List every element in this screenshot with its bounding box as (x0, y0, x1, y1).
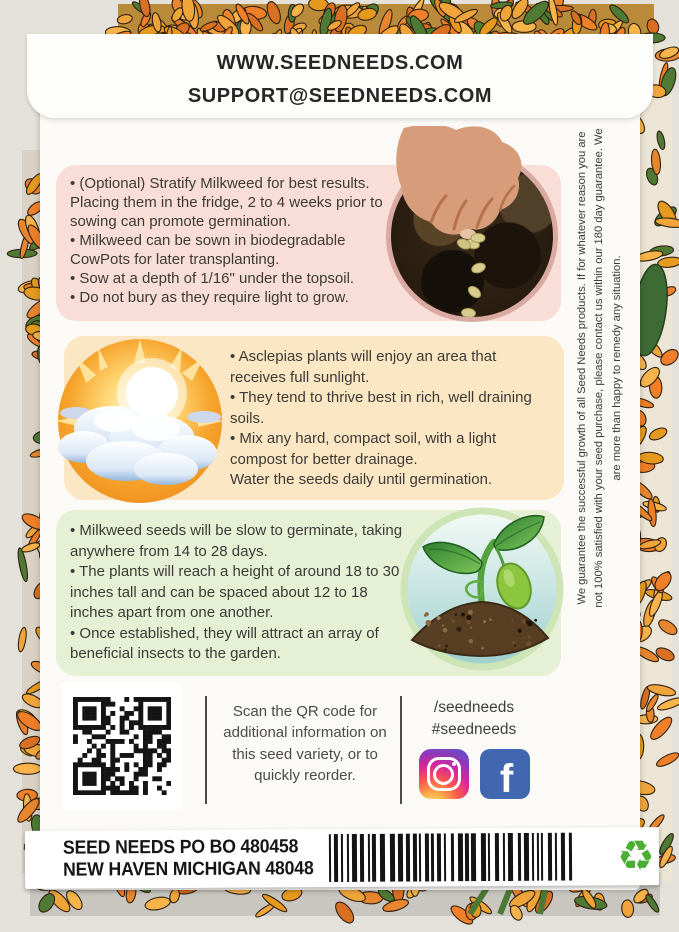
divider (205, 696, 207, 804)
seed (466, 283, 484, 300)
company-address (63, 836, 314, 882)
seedling-sprout-icon (396, 504, 568, 682)
sun-and-clouds-icon (54, 337, 226, 509)
facebook-icon: f (480, 749, 530, 799)
instruction-line: • Mix any hard, compact soil, with a light compost for better drainage. (230, 430, 497, 468)
instruction-line: • Milkweed seeds will be slow to germinate, taking anywhere from 14 to 28 days. (70, 522, 403, 560)
instruction-line: • Once established, they will attract an array of beneficial insects to the garden. (70, 624, 379, 663)
address-line-1: SEED NEEDS PO BO 480458 (62, 836, 299, 859)
hand-icon (382, 126, 562, 252)
packet-top-flap (27, 34, 653, 118)
qr-scan-caption: Scan the QR code for additional information on this seed variety, or to quickly reorder. (223, 703, 387, 784)
support-email: SUPPORT@SEEDNEEDS.COM (187, 85, 493, 107)
divider (400, 696, 402, 804)
instruction-line: • They tend to thrive best in rich, well draining soils. (230, 389, 532, 427)
website-url: WWW.SEEDNEEDS.COM (216, 52, 464, 74)
social-column (404, 697, 544, 799)
stratify-instructions (70, 174, 402, 307)
instruction-line: • Sow at a depth of 1/16" under the topsoil. (70, 270, 355, 288)
instagram-icon (419, 749, 469, 799)
seed (470, 261, 488, 276)
seed (461, 307, 477, 318)
instruction-line: • The plants will reach a height of around 18 to 30 inches tall and can be spaced about 12 to 18 inches apart from one another. (70, 563, 400, 622)
instruction-line: • Asclepias plants will enjoy an area that receives full sunlight. (230, 348, 497, 386)
social-handle: /seedneeds (433, 699, 515, 716)
recycle-icon: ♻ (616, 832, 655, 880)
address-bar (25, 827, 659, 889)
barcode-icon (327, 833, 585, 883)
qr-panel (62, 682, 182, 810)
sunlight-instructions (230, 347, 554, 491)
social-hashtag: #seedneeds (431, 720, 517, 738)
germination-instructions (70, 521, 408, 665)
instruction-line: • Do not bury as they require light to grow. (70, 289, 349, 307)
instruction-line: • (Optional) Stratify Milkweed for best results. Placing them in the fridge, 2 to 4 weeks prior to sowing can promote germination. (70, 175, 383, 231)
address-line-2: NEW HAVEN MICHIGAN 48048 (63, 858, 314, 882)
guarantee-text-vertical: We guarantee the successful growth of all Seed Needs products. If for whatever reason you are not 100% satisfied with your seed purchase, please contact us within our 180 day guarantee. We are more than happy to remedy any situation. (576, 128, 623, 608)
qr-code-icon (73, 697, 171, 795)
social-icons (404, 749, 544, 799)
instruction-line: • Milkweed can be sown in biodegradable CowPots for later transplanting. (70, 232, 346, 269)
instruction-line: Water the seeds daily until germination. (230, 471, 493, 489)
